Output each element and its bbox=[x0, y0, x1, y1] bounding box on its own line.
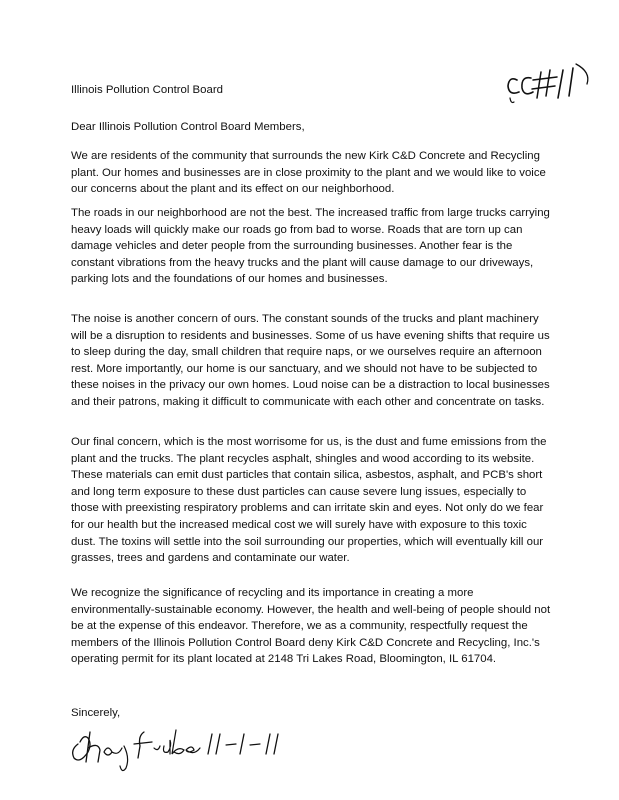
paragraph-roads: The roads in our neighborhood are not the best. The increased traffic from large trucks carrying heavy loads will quickly make our roads go from bad to worse. Roads that are torn up can damage vehicles and deter people from the surrounding businesses. Another fear is the constant vibrations from the heavy trucks and the plant will cause damage to our driveways, parking lots and the foundations of our homes and businesses. bbox=[71, 207, 550, 286]
salutation: Dear Illinois Pollution Control Board Members, bbox=[71, 121, 305, 133]
paragraph-dust: Our final concern, which is the most worrisome for us, is the dust and fume emissions from the plant and the trucks. The plant recycles asphalt, shingles and wood according to its website. These materials can emit dust particles that contain silica, asbestos, asphalt, and PCB's short and long term exposure to these dust particles can cause severe lung issues, especially to those with preexisting respiratory problems and can irritate skin and eyes. Not only do we fear for our health but the increased medical cost we will surely have with exposure to this toxic dust. The toxins will settle into the soil surrounding our properties, which will eventually kill our grasses, trees and gardens and contaminate our water. bbox=[71, 436, 547, 565]
paragraph-noise: The noise is another concern of ours. The constant sounds of the trucks and plant machinery will be a disruption to residents and businesses. Some of us have evening shifts that require us to sleep during the day, small children that require naps, or we ourselves require an afternoon rest. More importantly, our home is our sanctuary, and we should not have to be subjected to these noises in the privacy our own homes. Loud noise can be a distraction to local businesses and their patrons, making it difficult to communicate with each other and concentrate on tasks. bbox=[71, 313, 550, 408]
signature bbox=[68, 722, 208, 774]
signature-date bbox=[200, 730, 290, 758]
paragraph-intro: We are residents of the community that surrounds the new Kirk C&D Concrete and Recycling plant. Our homes and businesses are in close proximity to the plant and we would like to voice our concerns about the plant and its effect on our neighborhood. bbox=[71, 150, 546, 196]
recipient-line: Illinois Pollution Control Board bbox=[71, 84, 223, 96]
closing: Sincerely, bbox=[71, 707, 121, 719]
paragraph-request: We recognize the significance of recycling and its importance in creating a more environmentally-sustainable economy. However, the health and well-being of people should not be at the expense of this endeavor. Therefore, we as a community, respectfully request the members of the Illinois Pollution Control Board deny Kirk C&D Concrete and Recycling, Inc.'s operating permit for its plant located at 2148 Tri Lakes Road, Bloomington, IL 61704. bbox=[71, 587, 551, 666]
